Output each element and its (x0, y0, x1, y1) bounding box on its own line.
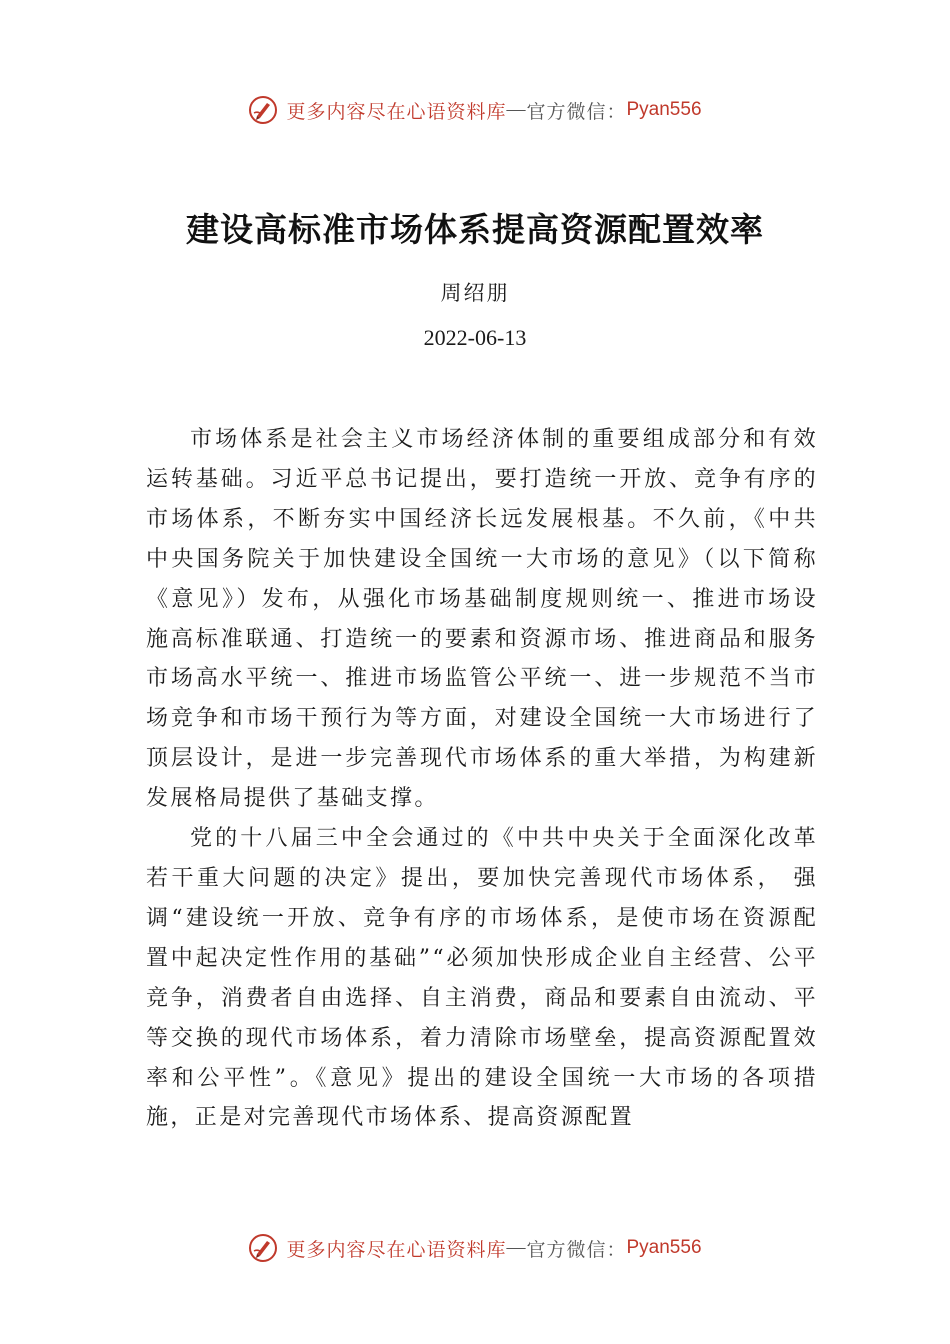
paragraph: 党的十八届三中全会通过的《中共中央关于全面深化改革若干重大问题的决定》提出，要加快完善现代市场体系， 强调“建设统一开放、竞争有序的市场体系，是使市场在资源配置中起决定性作用的基础”“必须加快形成企业自主经营、公平竞争，消费者自由选择、自主消费，商品和要素自由流动、平等交换的现代市场体系，着力清除市场壁垒，提高资源配置效率和公平性”。《意见》提出的建设全国统一大市场的各项措施，正是对完善现代市场体系、提高资源配置 (146, 826, 818, 1131)
watermark-wechat-id: Pyan556 (626, 99, 702, 120)
article-author: 周绍朋 (440, 281, 510, 305)
watermark-brand: 更多内容尽在心语资料库 (286, 1238, 507, 1261)
pen-logo-icon (248, 1233, 278, 1263)
watermark-label: 官方微信： (526, 1238, 627, 1261)
watermark-label: 官方微信： (526, 100, 627, 123)
watermark-brand: 更多内容尽在心语资料库 (286, 100, 507, 123)
article-title: 建设高标准市场体系提高资源配置效率 (186, 210, 764, 249)
pen-logo-icon (248, 95, 278, 125)
footer-watermark (0, 1233, 950, 1263)
article-date: 2022-06-13 (423, 325, 527, 350)
article-body (146, 420, 818, 1138)
header-watermark (0, 95, 950, 125)
watermark-wechat-id: Pyan556 (626, 1237, 702, 1258)
watermark-separator: — (506, 99, 527, 120)
watermark-separator: — (506, 1237, 527, 1258)
paragraph: 市场体系是社会主义市场经济体制的重要组成部分和有效运转基础。习近平总书记提出，要打造统一开放、竞争有序的市场体系，不断夯实中国经济长远发展根基。不久前，《中共中央国务院关于加快建设全国统一大市场的意见》（以下简称《意见》）发布，从强化市场基础制度规则统一、推进市场设施高标准联通、打造统一的要素和资源市场、推进商品和服务市场高水平统一、推进市场监管公平统一、进一步规范不当市场竞争和市场干预行为等方面，对建设全国统一大市场进行了顶层设计，是进一步完善现代市场体系的重大举措，为构建新发展格局提供了基础支撑。 (146, 427, 818, 812)
